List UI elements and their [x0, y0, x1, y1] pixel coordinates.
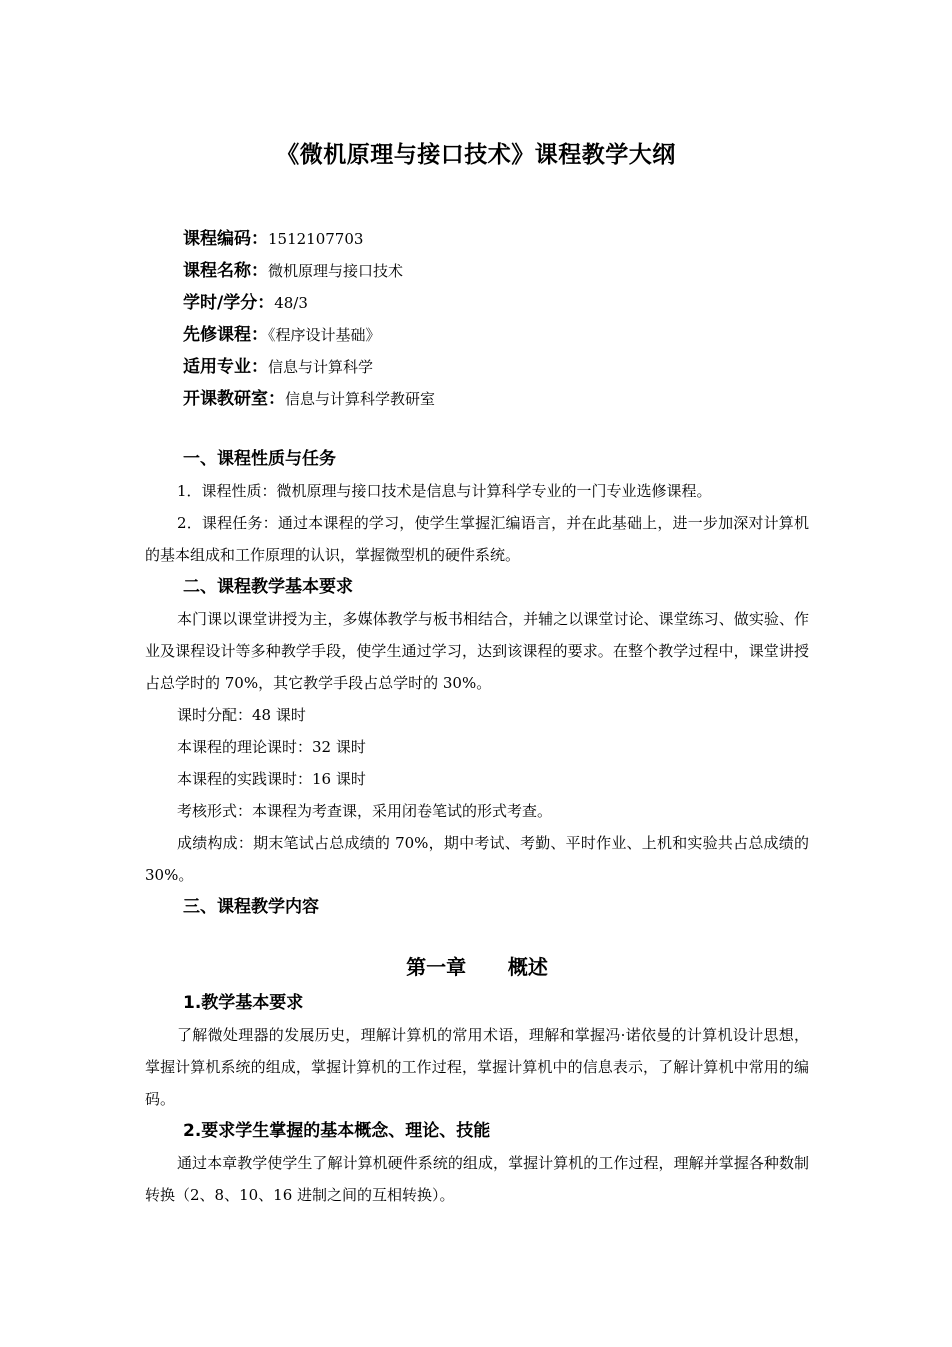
course-code-row	[183, 223, 435, 255]
paragraph-hours: 课时分配：48 课时	[177, 706, 306, 724]
department-row	[183, 383, 435, 415]
credit-hours-row	[183, 287, 435, 319]
course-code-value: 1512107703	[268, 230, 364, 248]
document-title: 《微机原理与接口技术》课程教学大纲	[276, 142, 676, 168]
prerequisite-label: 先修课程：	[183, 325, 268, 345]
paragraph-theory-hours: 本课程的理论课时：32 课时	[177, 738, 366, 756]
paragraph-key-concepts: 通过本章教学使学生了解计算机硬件系统的组成，掌握计算机的工作过程，理解并掌握各种数制转换（2、8、10、16 进制之间的互相转换）。	[145, 1154, 809, 1204]
chapter-title: 第一章 概述	[406, 955, 548, 979]
paragraph-course-nature: 1．课程性质：微机原理与接口技术是信息与计算科学专业的一门专业选修课程。	[177, 482, 712, 500]
major-value: 信息与计算科学	[268, 358, 374, 376]
major-label: 适用专业：	[183, 357, 268, 377]
subheading-key-concepts: 2.要求学生掌握的基本概念、理论、技能	[183, 1121, 491, 1141]
course-code-label: 课程编码：	[183, 229, 268, 249]
department-value: 信息与计算科学教研室	[285, 390, 436, 408]
subheading-basic-requirements: 1.教学基本要求	[183, 993, 304, 1013]
paragraph-teaching-methods: 本门课以课堂讲授为主，多媒体教学与板书相结合，并辅之以课堂讨论、课堂练习、做实验、作业及课程设计等多种教学手段，使学生通过学习，达到该课程的要求。在整个教学过程中，课堂讲授占总学时的 70%，其它教学手段占总学时的 30%。	[145, 610, 809, 692]
credit-hours-value: 48/3	[274, 294, 308, 312]
major-row	[183, 351, 435, 383]
section-heading-requirements: 二、课程教学基本要求	[183, 577, 353, 597]
department-label: 开课教研室：	[183, 389, 285, 409]
paragraph-basic-requirements: 了解微处理器的发展历史，理解计算机的常用术语，理解和掌握冯·诺依曼的计算机设计思想，掌握计算机系统的组成，掌握计算机的工作过程，掌握计算机中的信息表示，了解计算机中常用的编码。	[145, 1026, 809, 1108]
paragraph-course-task: 2．课程任务：通过本课程的学习，使学生掌握汇编语言，并在此基础上，进一步加深对计算机的基本组成和工作原理的认识，掌握微型机的硬件系统。	[145, 514, 809, 564]
paragraph-exam-form: 考核形式：本课程为考查课，采用闭卷笔试的形式考查。	[177, 802, 553, 820]
document-body	[145, 443, 809, 1211]
paragraph-grade-composition: 成绩构成：期末笔试占总成绩的 70%，期中考试、考勤、平时作业、上机和实验共占总成绩的 30%。	[145, 834, 809, 884]
course-info	[183, 223, 435, 415]
paragraph-practice-hours: 本课程的实践课时：16 课时	[177, 770, 366, 788]
section-heading-content: 三、课程教学内容	[183, 897, 319, 917]
prerequisite-value: 《程序设计基础》	[268, 326, 381, 344]
course-name-value: 微机原理与接口技术	[268, 262, 404, 280]
course-name-row	[183, 255, 435, 287]
course-name-label: 课程名称：	[183, 261, 268, 281]
section-heading-nature: 一、课程性质与任务	[183, 449, 336, 469]
credit-hours-label: 学时/学分：	[183, 293, 275, 313]
prerequisite-row	[183, 319, 435, 351]
